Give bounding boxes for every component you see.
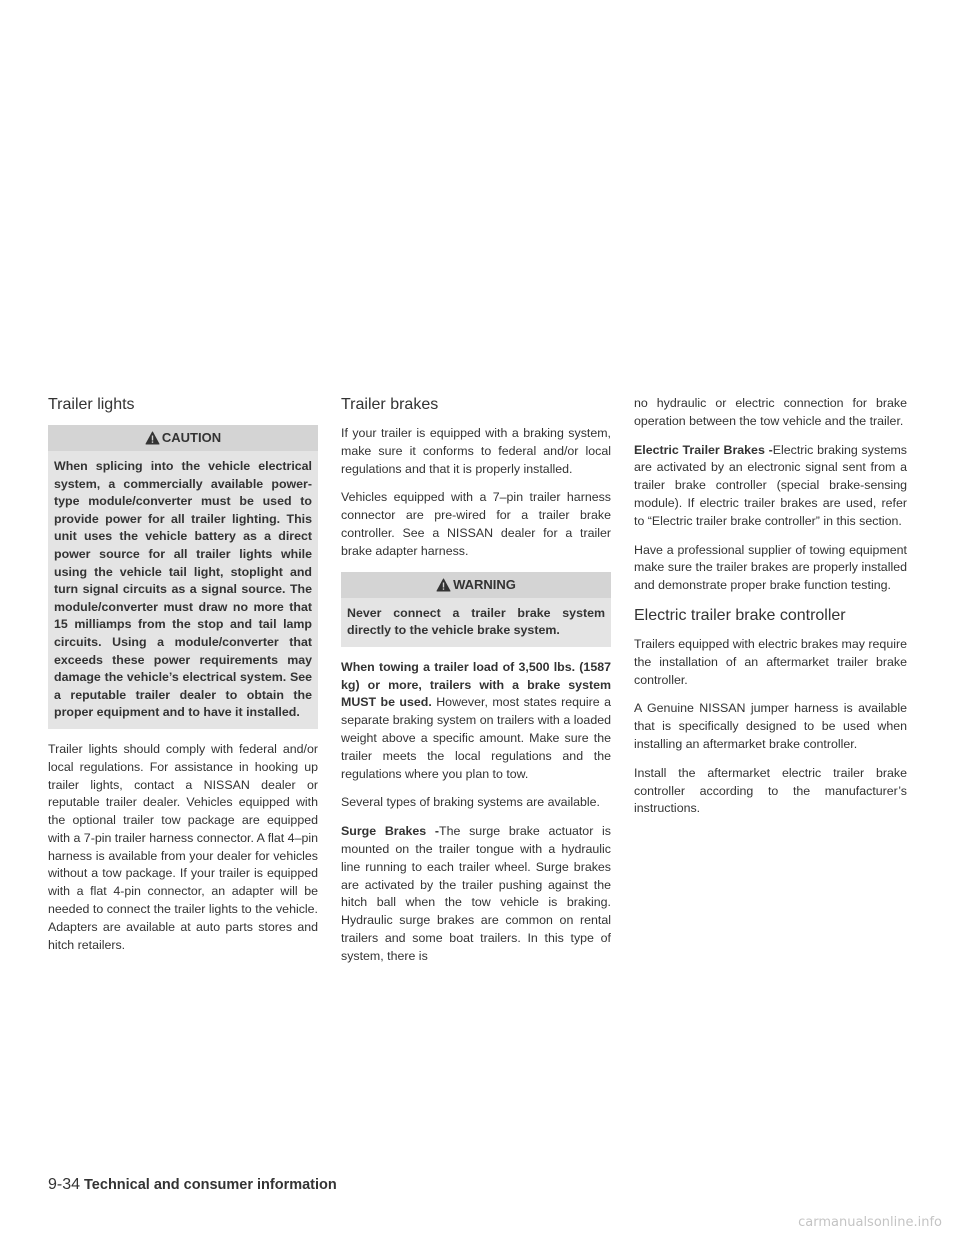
caution-text: When splicing into the vehicle electrical system, a commercially available power-type module/converter must be used to provide power for all trailer lighting. This unit uses the vehicle battery as a direct power source for all trailer lights while using the vehicle tail light, stoplight and turn signal circuits as a signal source. The module/converter must draw no more that 15 milliamps from the stop and tail lamp circuits. Using a module/converter that exceeds these power requirements may damage the vehicle’s electrical system. See a reputable trailer dealer to obtain the proper equipment and to have it installed.: [54, 459, 312, 720]
paragraph: A Genuine NISSAN jumper harness is available that is specifically designed to be used when installing an aftermarket brake controller.: [634, 701, 907, 751]
column-2: [341, 395, 611, 977]
caution-header: [48, 425, 318, 451]
paragraph: Trailer lights should comply with federal and/or local regulations. For assistance in hooking up trailer lights, contact a NISSAN dealer or reputable trailer dealer. Vehicles equipped with the optional trailer tow package are equipped with a 7-pin trailer harness connector. A flat 4–pin harness is available from your dealer for vehicles without a tow package. If your trailer is equipped with a flat 4-pin connector, an adapter will be needed to connect the trailer lights to the vehicle. Adapters are available at auto parts stores and hitch retailers.: [48, 741, 318, 952]
section-title: Technical and consumer information: [84, 1177, 337, 1193]
paragraph: no hydraulic or electric connection for brake operation between the tow vehicle and the trailer.: [634, 396, 907, 428]
warning-triangle-icon: [145, 431, 160, 445]
paragraph: Several types of braking systems are available.: [341, 795, 600, 810]
paragraph: If your trailer is equipped with a braking system, make sure it conforms to federal and/or local regulations and that it is properly installed.: [341, 426, 611, 476]
watermark: carmanualsonline.info: [798, 1215, 942, 1230]
column-3: [634, 395, 907, 829]
heading-trailer-lights: Trailer lights: [48, 396, 135, 413]
column-1: [48, 395, 318, 965]
paragraph: Have a professional supplier of towing equipment make sure the trailer brakes are properly installed and demonstrate proper brake function testing.: [634, 542, 907, 593]
paragraph: [341, 659, 611, 784]
bold-lead: When towing a trailer load of 3,500 lbs. (1587 kg) or more, trailers with a brake system MUST be used.: [341, 659, 611, 710]
warning-text: Never connect a trailer brake system directly to the vehicle brake system.: [347, 605, 605, 638]
caution-label: CAUTION: [161, 430, 222, 445]
paragraph-rest: Electric braking systems are activated by an electronic signal sent from a trailer brake controller (special brake-sensing module). If electric trailer brakes are used, refer to “Electric trailer brake controller” in this section.: [634, 442, 907, 528]
page-number: 9-34: [48, 1176, 81, 1193]
bold-lead: Electric Trailer Brakes -: [634, 442, 773, 457]
paragraph-rest: The surge brake actuator is mounted on the trailer tongue with a hydraulic line running to each trailer wheel. Surge brakes are activated by the trailer pushing against the hitch ball when the tow vehicle is braking. Hydraulic surge brakes are common on rental trailers and some boat trailers. In this type of system, there is: [341, 824, 611, 963]
heading-trailer-brakes: Trailer brakes: [341, 396, 439, 413]
paragraph: [341, 823, 611, 965]
bold-lead: Surge Brakes -: [341, 824, 440, 839]
warning-header: [341, 572, 611, 598]
paragraph: Trailers equipped with electric brakes may require the installation of an aftermarket trailer brake controller.: [634, 636, 907, 687]
paragraph: Vehicles equipped with a 7–pin trailer harness connector are pre-wired for a trailer brake controller. See a NISSAN dealer for a trailer brake adapter harness.: [341, 490, 611, 558]
warning-box: [341, 572, 611, 647]
heading-electric-trailer-brake-controller: Electric trailer brake controller: [634, 606, 846, 624]
warning-label: WARNING: [453, 576, 516, 592]
paragraph: Install the aftermarket electric trailer brake controller according to the manufacturer’s instructions.: [634, 765, 907, 816]
paragraph-rest: However, most states require a separate braking system on trailers with a loaded weight above a specific amount. Make sure the trailer meets the local regulations and the regulations where you plan to tow.: [341, 695, 611, 781]
caution-box: [48, 425, 318, 729]
page-footer: [48, 1176, 337, 1194]
paragraph: [634, 442, 907, 531]
warning-triangle-icon: [436, 578, 451, 592]
